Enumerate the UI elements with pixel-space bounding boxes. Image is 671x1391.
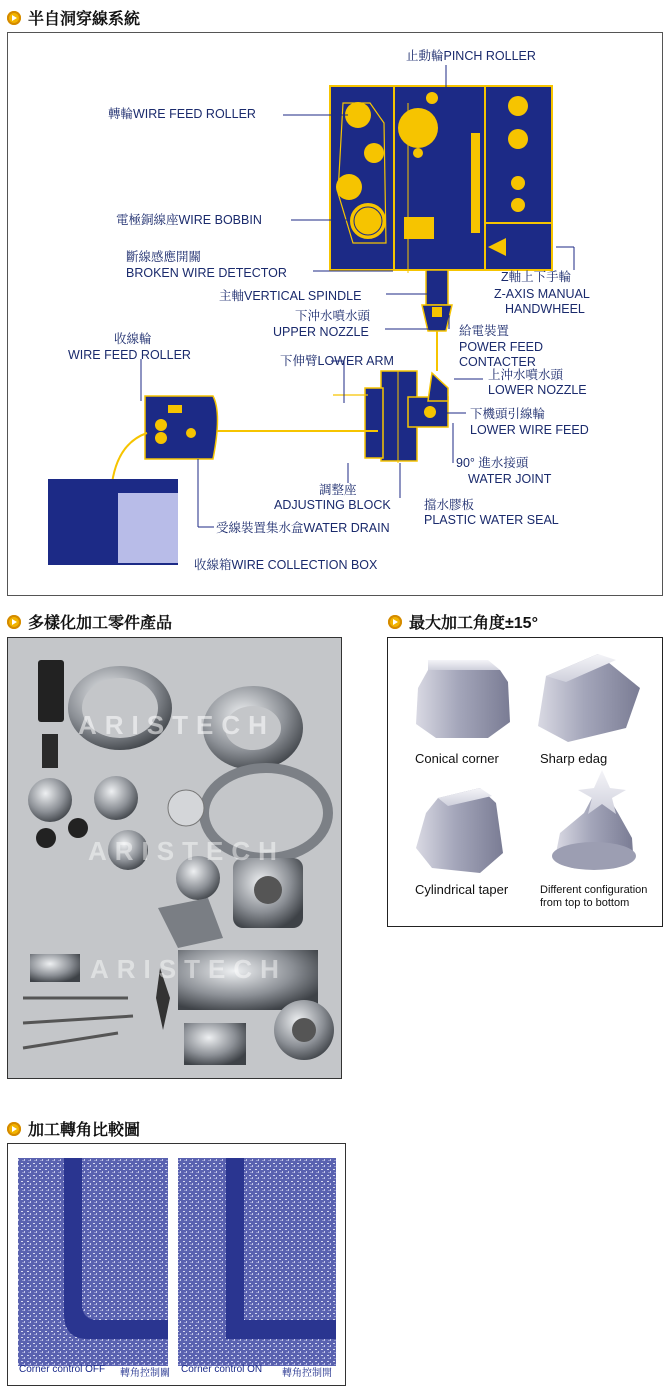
bullet-icon [388, 615, 402, 629]
watermark-text: ARISTECH [90, 954, 287, 984]
label-water-joint-en: WATER JOINT [468, 472, 552, 486]
label-wire-feed-roller-left-zh: 收線輪 [114, 332, 152, 346]
label-upper-nozzle-en: UPPER NOZZLE [273, 325, 369, 339]
label-water-drain: 受線裝置集水盒WATER DRAIN [216, 521, 390, 535]
section-title: 最大加工角度±15° [409, 615, 538, 632]
section-title: 多樣化加工零件產品 [28, 615, 173, 632]
section-header-corner [7, 1117, 140, 1140]
label-lower-nozzle-zh: 上沖水噴水頭 [488, 368, 564, 382]
label-wire-bobbin: 電極銅線座WIRE BOBBIN [116, 213, 262, 227]
label-broken-detector-en: BROKEN WIRE DETECTOR [126, 266, 287, 280]
label-z-axis-en2: HANDWHEEL [505, 302, 585, 316]
parts-photo [7, 637, 342, 1079]
caption-corner-on-zh: 轉角控制開 [282, 1368, 332, 1379]
label-lower-nozzle-en: LOWER NOZZLE [488, 383, 587, 397]
label-z-axis-zh: Z軸上下手輪 [501, 270, 572, 284]
label-z-axis-en1: Z-AXIS MANUAL [494, 287, 590, 301]
corner-images [8, 1144, 345, 1385]
caption-corner-off-zh: 轉角控制關 [120, 1368, 170, 1379]
label-water-seal-en: PLASTIC WATER SEAL [424, 513, 559, 527]
caption-sharp: Sharp edag [540, 751, 608, 766]
wire-threading-diagram [7, 32, 663, 596]
bullet-icon [7, 1122, 21, 1136]
section-header-parts [7, 610, 172, 633]
label-power-feed-en2: CONTACTER [459, 355, 536, 369]
label-adjusting-en: ADJUSTING BLOCK [274, 498, 391, 512]
caption-corner-on: Corner control ON [181, 1364, 263, 1375]
label-wire-feed-roller-left-en: WIRE FEED ROLLER [68, 348, 191, 362]
label-vertical-spindle: 主軸VERTICAL SPINDLE [219, 289, 362, 303]
label-lower-wire-feed-en: LOWER WIRE FEED [470, 423, 589, 437]
caption-conical: Conical corner [415, 751, 499, 766]
label-lower-arm: 下伸臂LOWER ARM [280, 354, 394, 368]
caption-cylindrical: Cylindrical taper [415, 882, 509, 897]
label-adjusting-zh: 調整座 [319, 483, 357, 497]
corner-comparison-panel [7, 1143, 346, 1386]
bullet-icon [7, 615, 21, 629]
section-title: 半自洞穿線系統 [28, 11, 141, 28]
watermark-text: ARISTECH [78, 710, 275, 740]
label-lower-wire-feed-zh: 下機頭引線輪 [470, 407, 546, 421]
bullet-icon [7, 11, 21, 25]
caption-different: Different configuration from top to bottom [540, 884, 648, 909]
label-broken-detector-zh: 斷線感應開關 [126, 250, 202, 264]
label-pinch-roller: 止動輪PINCH ROLLER [406, 49, 536, 63]
section-title: 加工轉角比較圖 [28, 1122, 141, 1139]
watermark-text: ARISTECH [88, 836, 285, 866]
label-collection-box: 收線箱WIRE COLLECTION BOX [194, 558, 378, 572]
label-wire-feed-roller-top: 轉輪WIRE FEED ROLLER [108, 107, 256, 121]
caption-corner-off: Corner control OFF [19, 1364, 106, 1375]
label-power-feed-zh: 給電裝置 [459, 324, 510, 338]
taper-shapes-panel [387, 637, 663, 927]
label-upper-nozzle-zh: 下沖水噴水頭 [295, 309, 371, 323]
label-water-joint-zh: 90° 進水接頭 [456, 456, 529, 470]
label-power-feed-en1: POWER FEED [459, 340, 544, 354]
section-header-system [7, 6, 140, 29]
label-water-seal-zh: 擋水膠板 [424, 498, 475, 512]
section-header-angle [388, 610, 538, 633]
